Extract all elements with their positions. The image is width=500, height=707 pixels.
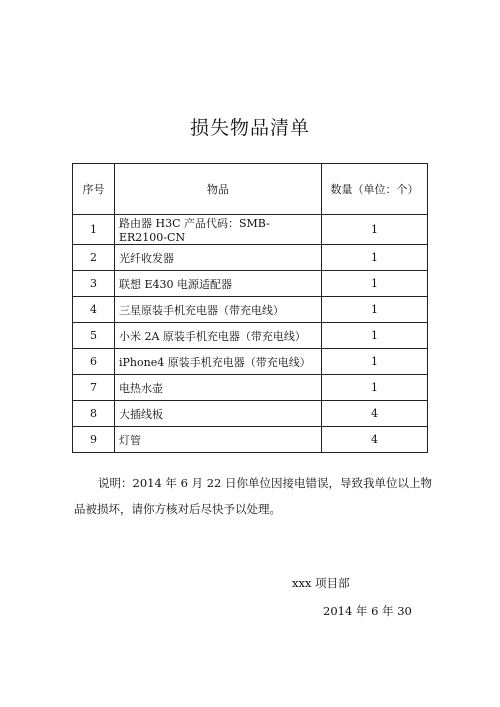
table-header-row xyxy=(73,164,428,215)
table-row xyxy=(73,215,428,245)
row-item: 大插线板 xyxy=(115,401,322,427)
row-item: iPhone4 原装手机充电器（带充电线） xyxy=(115,349,322,375)
table-row xyxy=(73,427,428,453)
row-item: 电热水壶 xyxy=(115,375,322,401)
row-item: 灯管 xyxy=(115,427,322,453)
table-row xyxy=(73,323,428,349)
row-no: 5 xyxy=(73,323,115,349)
row-qty: 4 xyxy=(322,401,428,427)
header-item: 物品 xyxy=(115,164,322,215)
row-no: 8 xyxy=(73,401,115,427)
row-qty: 1 xyxy=(322,375,428,401)
row-qty: 1 xyxy=(322,323,428,349)
row-qty: 1 xyxy=(322,349,428,375)
row-qty: 1 xyxy=(322,245,428,271)
table-row xyxy=(73,271,428,297)
row-item: 小米 2A 原装手机充电器（带充电线） xyxy=(115,323,322,349)
loss-items-table xyxy=(72,163,428,453)
date: 2014 年 6 年 30 xyxy=(323,604,412,618)
row-item: 联想 E430 电源适配器 xyxy=(115,271,322,297)
row-no: 2 xyxy=(73,245,115,271)
row-qty: 1 xyxy=(322,271,428,297)
table-row xyxy=(73,349,428,375)
table-row xyxy=(73,401,428,427)
row-no: 9 xyxy=(73,427,115,453)
header-no: 序号 xyxy=(73,164,115,215)
table-row xyxy=(73,375,428,401)
row-no: 6 xyxy=(73,349,115,375)
row-item: 路由器 H3C 产品代码：SMB-ER2100-CN xyxy=(115,215,322,245)
table-row xyxy=(73,297,428,323)
row-item: 光纤收发器 xyxy=(115,245,322,271)
header-qty: 数量（单位：个） xyxy=(322,164,428,215)
note-paragraph: 说明：2014 年 6 月 22 日你单位因接电错误，导致我单位以上物品被损坏，请你方核对后尽快予以处理。 xyxy=(74,476,432,516)
row-no: 7 xyxy=(73,375,115,401)
row-qty: 4 xyxy=(322,427,428,453)
table-row xyxy=(73,245,428,271)
row-qty: 1 xyxy=(322,215,428,245)
row-no: 1 xyxy=(73,215,115,245)
page-title: 损失物品清单 xyxy=(189,117,310,139)
row-qty: 1 xyxy=(322,297,428,323)
row-no: 4 xyxy=(73,297,115,323)
signature: xxx 项目部 xyxy=(292,576,350,590)
row-no: 3 xyxy=(73,271,115,297)
row-item: 三星原装手机充电器（带充电线） xyxy=(115,297,322,323)
